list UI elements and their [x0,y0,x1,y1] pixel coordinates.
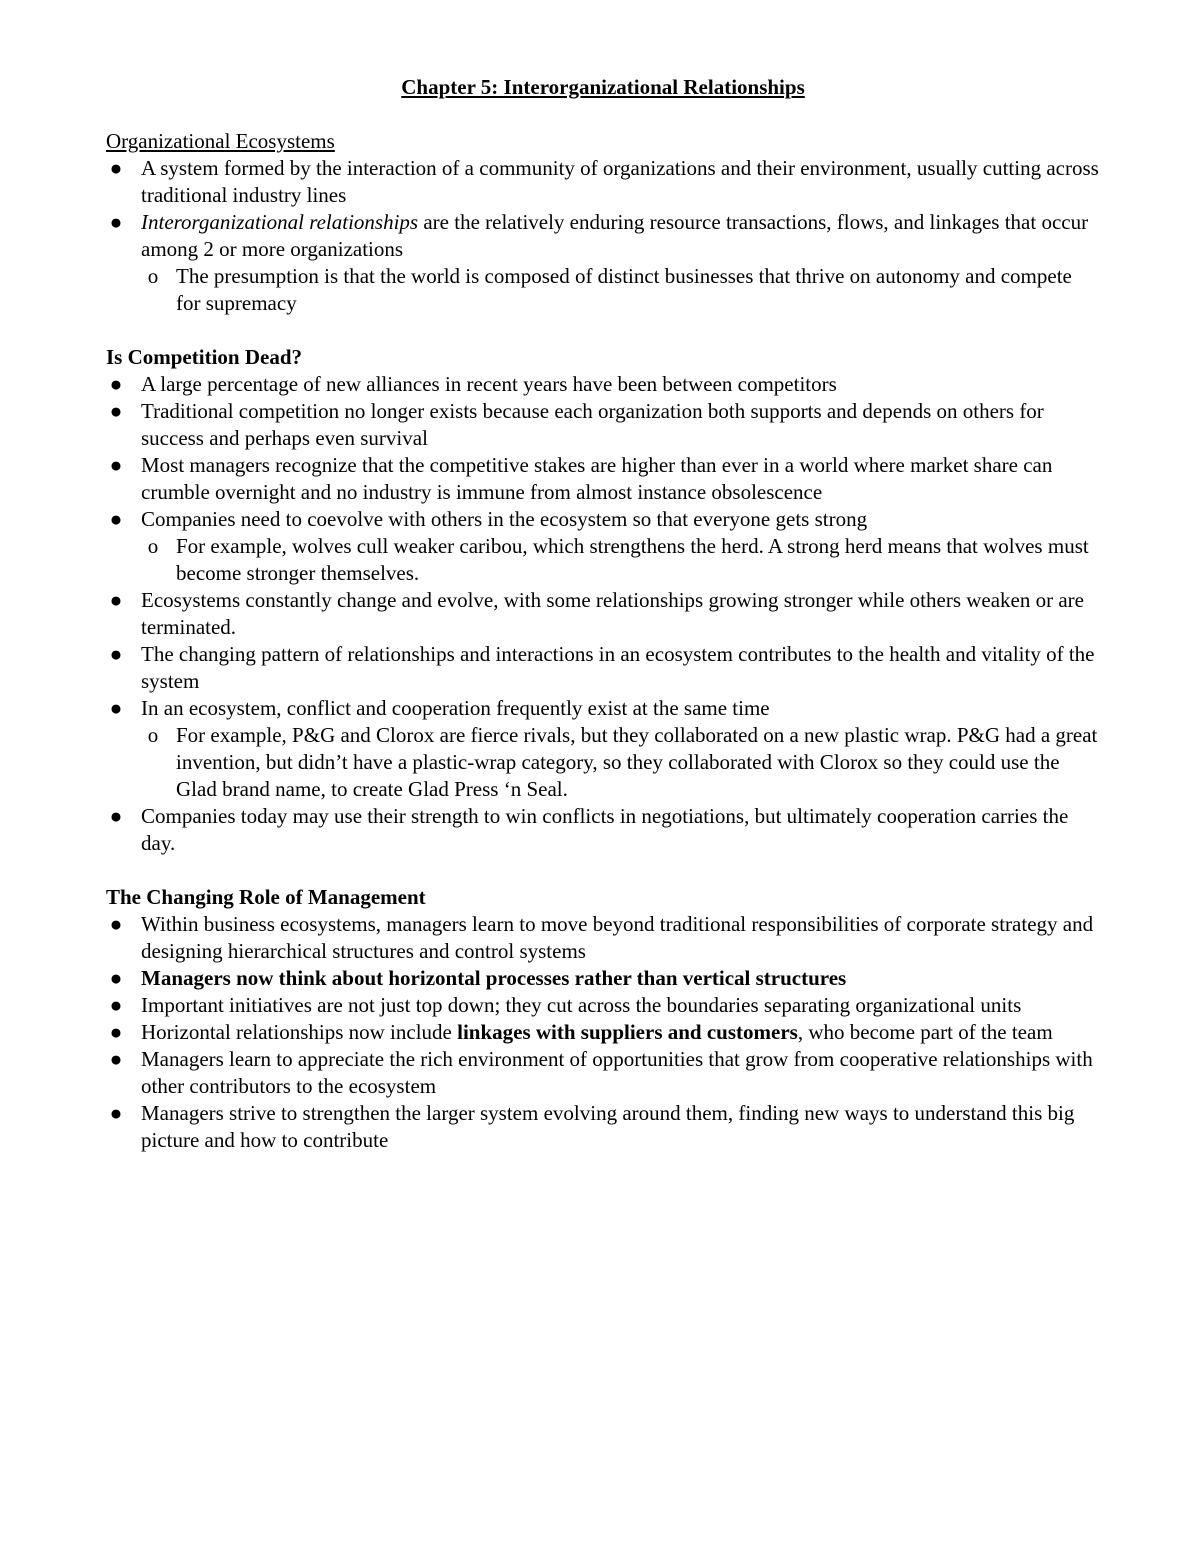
filled-circle-bullet-icon: ● [109,1101,123,1125]
list-item-text: A system formed by the interaction of a community of organizations and their environment, usually cutting across traditional industry lines [141,156,1099,207]
list-item-text: A large percentage of new alliances in recent years have been between competitors [141,372,837,396]
list-item-text: Ecosystems constantly change and evolve, with some relationships growing stronger while others weaken or are terminated. [141,588,1085,639]
list-item-text: Important initiatives are not just top down; they cut across the boundaries separating organizational units [141,993,1022,1017]
filled-circle-bullet-icon: ● [109,210,123,234]
list-item [106,695,1100,722]
filled-circle-bullet-icon: ● [109,156,123,180]
list-item-text: Within business ecosystems, managers learn to move beyond traditional responsibilities of corporate strategy and designing hierarchical structures and control systems [141,912,1094,963]
list-item-text: Companies today may use their strength to win conflicts in negotiations, but ultimately cooperation carries the day. [141,804,1069,855]
filled-circle-bullet-icon: ● [109,372,123,396]
list-item-text: Horizontal relationships now include [141,1020,458,1044]
section-is-competition-dead [106,344,1100,857]
hollow-o-bullet-icon: o [147,534,159,558]
filled-circle-bullet-icon: ● [109,804,123,828]
hollow-o-bullet-icon: o [147,264,159,288]
filled-circle-bullet-icon: ● [109,1020,123,1044]
filled-circle-bullet-icon: ● [109,588,123,612]
filled-circle-bullet-icon: ● [109,642,123,666]
filled-circle-bullet-icon: ● [109,453,123,477]
section-changing-role-of-management [106,884,1100,1154]
sub-list-item [106,263,1100,317]
list-item [106,506,1100,533]
filled-circle-bullet-icon: ● [109,696,123,720]
sub-list-item-text: For example, P&G and Clorox are fierce rivals, but they collaborated on a new plastic wrap. P&G had a great invention, but didn’t have a plastic-wrap category, so they collaborated with Clorox so they could use the Glad brand name, to create Glad Press ‘n Seal. [176,723,1098,801]
section-heading: Is Competition Dead? [106,345,303,369]
list-item-text: Managers learn to appreciate the rich environment of opportunities that grow from cooperative relationships with other contributors to the ecosystem [141,1047,1093,1098]
list-item [106,992,1100,1019]
bullet-list [106,371,1100,857]
list-item-text: Managers strive to strengthen the larger system evolving around them, finding new ways to understand this big picture and how to contribute [141,1101,1075,1152]
filled-circle-bullet-icon: ● [109,399,123,423]
list-item-text: are the relatively enduring resource transactions, flows, and linkages that occur among 2 or more organizations [141,210,1089,261]
list-item-text: The changing pattern of relationships and interactions in an ecosystem contributes to the health and vitality of the system [141,642,1095,693]
list-item-bold-text: Managers now think about horizontal processes rather than vertical structures [141,966,847,990]
list-item [106,209,1100,263]
sub-list-item-text: For example, wolves cull weaker caribou, which strengthens the herd. A strong herd means that wolves must become stronger themselves. [176,534,1089,585]
list-item-text: Traditional competition no longer exists because each organization both supports and depends on others for success and perhaps even survival [141,399,1044,450]
sub-list-item [106,533,1100,587]
sub-list-item [106,722,1100,803]
bullet-list [106,155,1100,317]
filled-circle-bullet-icon: ● [109,912,123,936]
section-heading: The Changing Role of Management [106,885,426,909]
sub-list-item-text: The presumption is that the world is composed of distinct businesses that thrive on autonomy and compete for supremacy [176,264,1072,315]
list-item-text: Most managers recognize that the competitive stakes are higher than ever in a world where market share can crumble overnight and no industry is immune from almost instance obsolescence [141,453,1053,504]
filled-circle-bullet-icon: ● [109,993,123,1017]
hollow-o-bullet-icon: o [147,723,159,747]
list-item-bold-text: linkages with suppliers and customers [457,1020,798,1044]
filled-circle-bullet-icon: ● [109,1047,123,1071]
list-item [106,587,1100,641]
list-item-italic-term: Interorganizational relationships [141,210,419,234]
list-item [106,1046,1100,1100]
page-title: Chapter 5: Interorganizational Relationships [401,75,805,99]
list-item [106,1019,1100,1046]
filled-circle-bullet-icon: ● [109,507,123,531]
list-item [106,452,1100,506]
list-item [106,911,1100,965]
section-organizational-ecosystems [106,128,1100,317]
list-item [106,965,1100,992]
list-item [106,155,1100,209]
list-item [106,641,1100,695]
section-heading: Organizational Ecosystems [106,129,335,153]
list-item [106,371,1100,398]
list-item-text: , who become part of the team [797,1020,1053,1044]
filled-circle-bullet-icon: ● [109,966,123,990]
bullet-list [106,911,1100,1154]
list-item [106,803,1100,857]
list-item [106,1100,1100,1154]
list-item-text: In an ecosystem, conflict and cooperation frequently exist at the same time [141,696,770,720]
list-item-text: Companies need to coevolve with others in the ecosystem so that everyone gets strong [141,507,868,531]
list-item [106,398,1100,452]
